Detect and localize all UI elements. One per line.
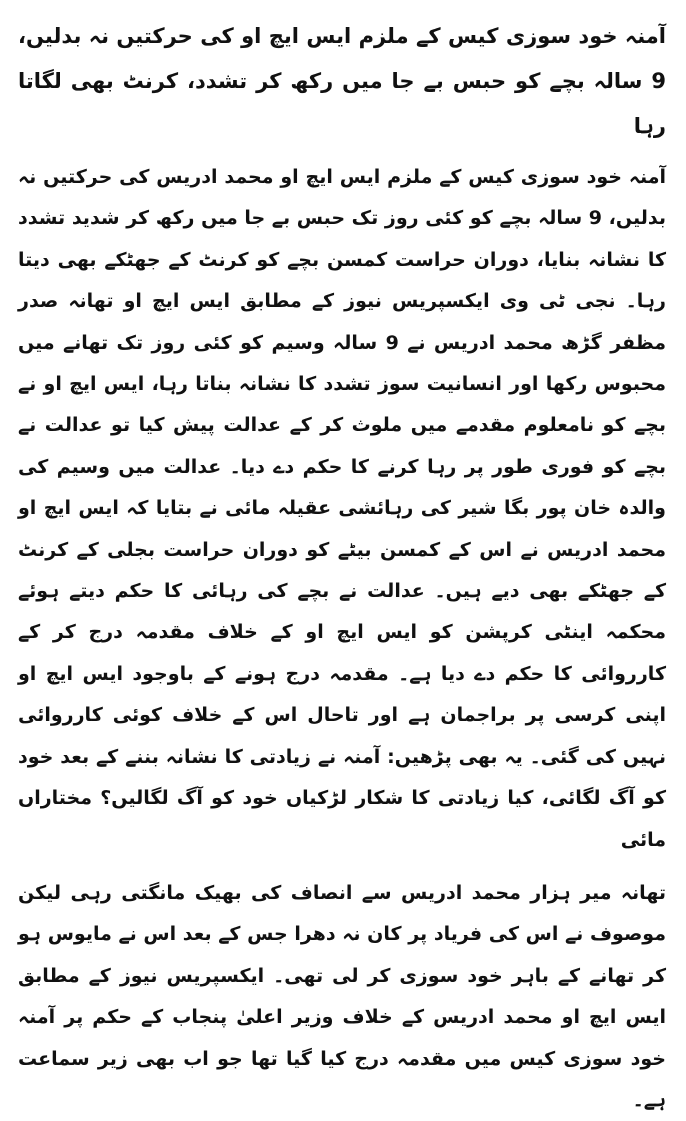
article-paragraph-1: آمنہ خود سوزی کیس کے ملزم ایس ایچ او محمد ادریس کی حرکتیں نہ بدلیں، 9 سالہ بچے کو کئی روز تک حبس بے جا میں رکھ کر شدید تشدد کا نشانہ بنایا، دوران حراست کمسن بچے کو کرنٹ کے جھٹکے بھی دیتا رہا۔ نجی ٹی وی ایکسپریس نیوز کے مطابق ایس ایچ او تھانہ صدر مظفر گڑھ محمد ادریس نے 9 سالہ وسیم کو کئی روز تک تھانے میں محبوس رکھا اور انسانیت سوز تشدد کا نشانہ بناتا رہا، ایس ایچ او نے بچے کو نامعلوم مقدمے میں ملوث کر کے عدالت پیش کیا تو عدالت نے بچے کو فوری طور پر رہا کرنے کا حکم دے دیا۔ عدالت میں وسیم کی والدہ خان پور بگا شیر کی رہائشی عقیلہ مائی نے بتایا کہ ایس ایچ او محمد ادریس نے اس کے کمسن بیٹے کو دوران حراست بجلی کے کرنٹ کے جھٹکے بھی دیے ہیں۔ عدالت نے بچے کی رہائی کا حکم دیتے ہوئے محکمہ اینٹی کرپشن کو ایس ایچ او کے خلاف مقدمہ درج کر کے کارروائی کا حکم دے دیا ہے۔ مقدمہ درج ہونے کے باوجود ایس ایچ او اپنی کرسی پر براجمان ہے اور تاحال اس کے خلاف کوئی کارروائی نہیں کی گئی۔ یہ بھی پڑھیں: آمنہ نے زیادتی کا نشانہ بننے کے بعد خود کو آگ لگائی، کیا زیادتی کا شکار لڑکیاں خود کو آگ لگالیں؟ مختاراں مائی xyxy=(18,166,666,851)
article-body xyxy=(18,14,666,1121)
article-headline: آمنہ خود سوزی کیس کے ملزم ایس ایچ او کی حرکتیں نہ بدلیں، 9 سالہ بچے کو حبس بے جا میں رکھ کر تشدد، کرنٹ بھی لگاتا رہا xyxy=(18,24,666,138)
article-paragraph-2: تھانہ میر ہزار محمد ادریس سے انصاف کی بھیک مانگتی رہی لیکن موصوف نے اس کی فریاد پر کان نہ دھرا جس کے بعد اس نے مایوس ہو کر تھانے کے باہر خود سوزی کر لی تھی۔ ایکسپریس نیوز کے مطابق ایس ایچ او محمد ادریس کے خلاف وزیر اعلیٰ پنجاب کے حکم پر آمنہ خود سوزی کیس میں مقدمہ درج کیا گیا تھا جو اب بھی زیر سماعت ہے۔ xyxy=(18,881,666,1111)
